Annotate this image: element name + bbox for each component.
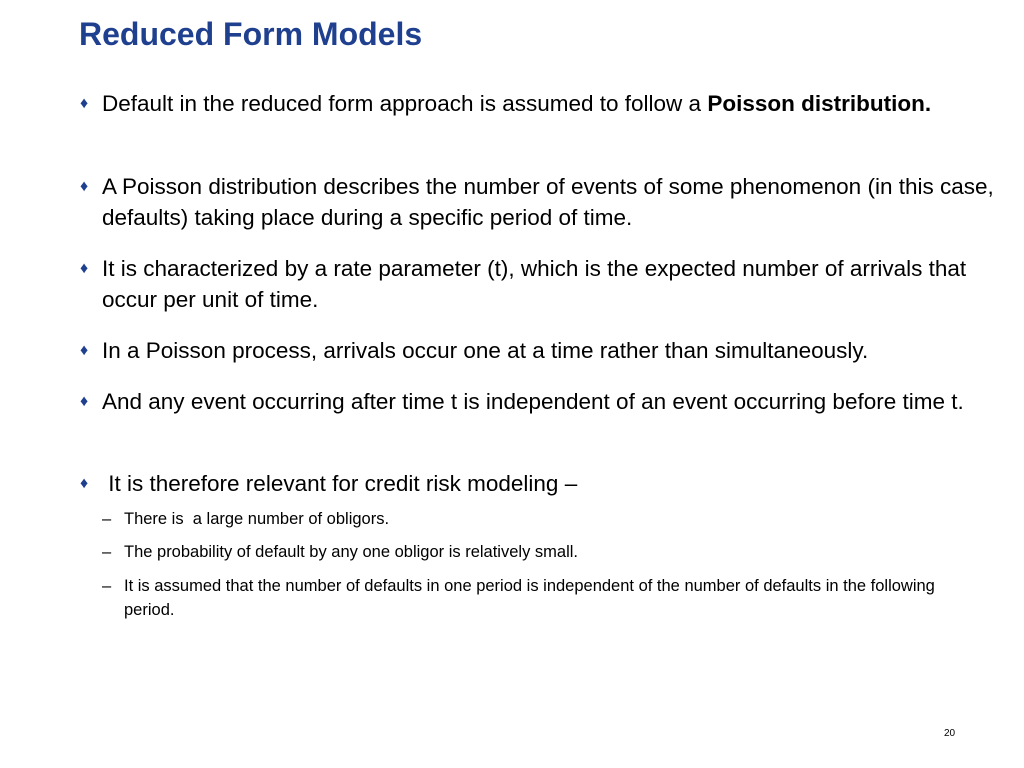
sub-bullet-text: There is a large number of obligors.	[124, 510, 390, 528]
bullet-text: It is therefore relevant for credit risk modeling –	[102, 471, 578, 496]
diamond-icon: ♦	[80, 178, 89, 195]
diamond-icon: ♦	[80, 393, 89, 410]
bullet-text: Default in the reduced form approach is assumed to follow a Poisson distribution.	[102, 91, 932, 116]
diamond-icon: ♦	[80, 260, 89, 277]
bullet-item	[80, 386, 1000, 417]
bullet-text: A Poisson distribution describes the number of events of some phenomenon (in this case, defaults) taking place during a specific period of time.	[102, 174, 994, 230]
bullet-item	[80, 88, 1000, 119]
dash-icon: –	[102, 510, 112, 528]
diamond-icon: ♦	[80, 342, 89, 359]
page-number: 20	[944, 728, 956, 739]
sub-bullet-item	[102, 507, 982, 531]
bullet-text: And any event occurring after time t is independent of an event occurring before time t.	[102, 389, 964, 414]
slide-title: Reduced Form Models	[79, 16, 423, 52]
sub-bullet-item	[102, 574, 982, 622]
sub-bullet-item	[102, 540, 982, 564]
bullet-text: It is characterized by a rate parameter (t), which is the expected number of arrivals that occur per unit of time.	[102, 256, 967, 312]
sub-bullet-text: It is assumed that the number of defaults in one period is independent of the number of defaults in the following period.	[124, 577, 935, 619]
bullet-bold-text: Poisson distribution.	[707, 91, 932, 116]
dash-icon: –	[102, 543, 112, 561]
dash-icon: –	[102, 577, 112, 595]
diamond-icon: ♦	[80, 95, 89, 112]
bullet-item	[80, 171, 1000, 233]
bullet-item	[80, 468, 1000, 499]
diamond-icon: ♦	[80, 475, 89, 492]
bullet-text: In a Poisson process, arrivals occur one at a time rather than simultaneously.	[102, 338, 869, 363]
sub-bullet-text: The probability of default by any one obligor is relatively small.	[124, 543, 578, 561]
bullet-item	[80, 253, 1000, 315]
bullet-item	[80, 335, 1000, 366]
